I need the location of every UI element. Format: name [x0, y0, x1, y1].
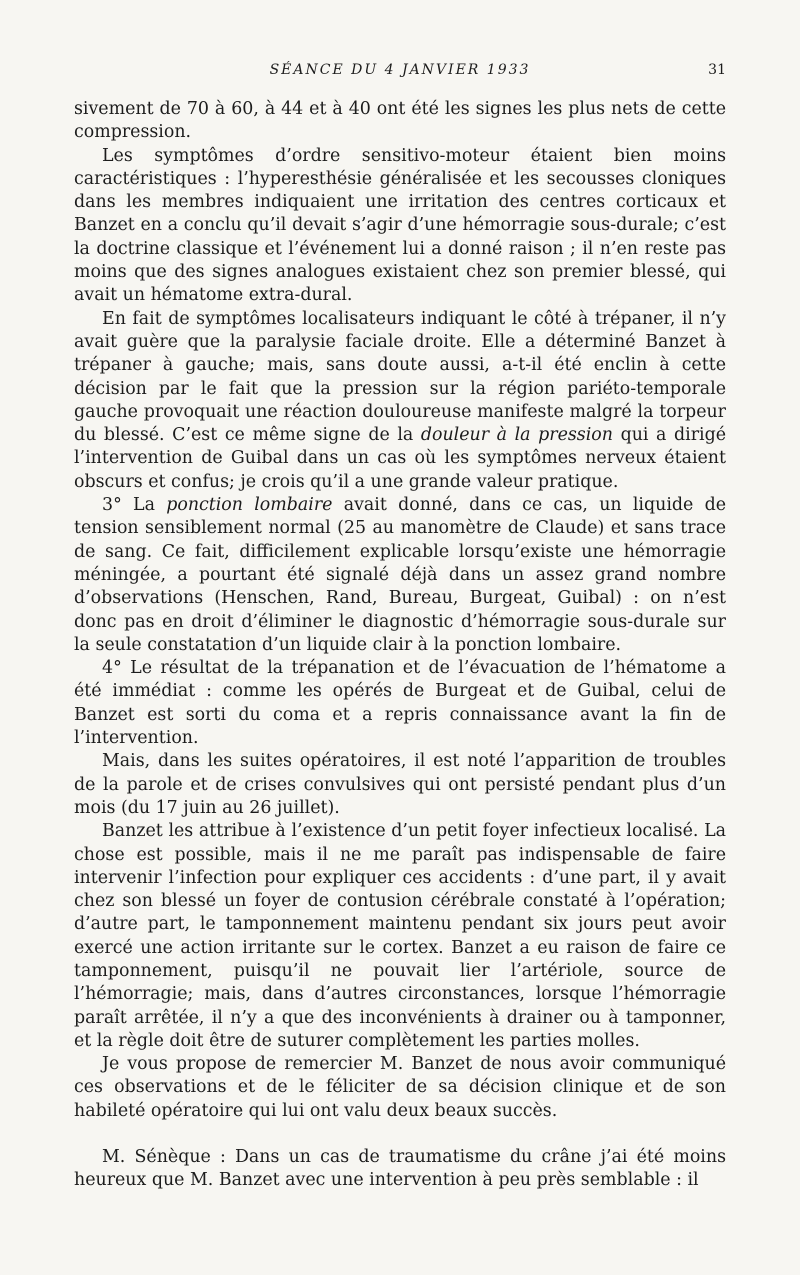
paragraph-9: M. Sénèque : Dans un cas de traumatisme du crâne j’ai été moins heureux que M. Banzet avec une intervention à peu près semblable : il — [74, 1147, 726, 1191]
paragraph-4-emphasis: ponction lombaire — [166, 495, 333, 516]
paragraph-3-text-a: En fait de symptômes localisateurs indiquant le côté à trépaner, il n’y avait guère que la paralysie faciale droite. Elle a déterminé Banzet à trépaner à gauche; mais, sans doute aussi, a-t-il été enclin à cette décision par le fait que la pression sur la région pariéto-temporale gauche provoquait une réaction douloureuse manifeste malgré la torpeur du blessé. C’est ce même signe de la — [74, 308, 726, 446]
paragraph-3 — [74, 308, 726, 494]
paragraph-6: Mais, dans les suites opératoires, il est noté l’apparition de troubles de la parole et de crises convulsives qui ont persisté pendant plus d’un mois (du 17 juin au 26 juillet). — [74, 751, 726, 818]
paragraph-3-text-b: qui a dirigé l’intervention de Guibal dans un cas où les symptômes nerveux étaient obscurs et confus; je crois qu’il a une grande valeur pratique. — [74, 425, 727, 492]
paragraph-1: sivement de 70 à 60, à 44 et à 40 ont été les signes les plus nets de cette compression. — [74, 99, 726, 143]
page-header — [74, 62, 726, 82]
body-text — [74, 98, 726, 1193]
running-title: SÉANCE DU 4 JANVIER 1933 — [269, 62, 531, 78]
paragraph-2: Les symptômes d’ordre sensitivo-moteur étaient bien moins caractéristiques : l’hyperesthésie généralisée et les secousses cloniques dans les membres indiquaient une irritation des centres corticaux et Banzet en a conclu qu’il devait s’agir d’une hémorragie sous-durale; c’est la doctrine classique et l’événement lui a donné raison ; il n’en reste pas moins que des signes analogues existaient chez son premier blessé, qui avait un hématome extra-dural. — [74, 145, 726, 306]
page-number: 31 — [708, 62, 726, 78]
paragraph-3-emphasis: douleur à la pression — [420, 425, 613, 446]
paragraph-8: Je vous propose de remercier M. Banzet de nous avoir communiqué ces observations et de le féliciter de sa décision clinique et de son habileté opératoire qui lui ont valu deux beaux succès. — [74, 1054, 726, 1121]
paragraph-4 — [74, 494, 726, 657]
paragraph-4-text-b: avait donné, dans ce cas, un liquide de tension sensiblement normal (25 au manomètre de Claude) et sans trace de sang. Ce fait, difficilement explicable lorsqu’existe une hémorragie méningée, a pourtant été signalé déjà dans un assez grand nombre d’observations (Henschen, Rand, Bureau, Burgeat, Guibal) : on n’est donc pas en droit d’éliminer le diagnostic d’hémorragie sous-durale sur la seule constatation d’un liquide clair à la ponction lombaire. — [74, 495, 727, 655]
paragraph-5: 4° Le résultat de la trépanation et de l’évacuation de l’hématome a été immédiat : comme les opérés de Burgeat et de Guibal, celui de Banzet est sorti du coma et a repris connaissance avant la fin de l’intervention. — [74, 658, 726, 749]
paragraph-7: Banzet les attribue à l’existence d’un petit foyer infectieux localisé. La chose est possible, mais il ne me paraît pas indispensable de faire intervenir l’infection pour expliquer ces accidents : d’une part, il y avait chez son blessé un foyer de contusion cérébrale constaté à l’opération; d’autre part, le tamponnement maintenu pendant six jours peut avoir exercé une action irritante sur le cortex. Banzet a eu raison de faire ce tamponnement, puisqu’il ne pouvait lier l’artériole, source de l’hémorragie; mais, dans d’autres circonstances, lorsque l’hémorragie paraît arrêtée, il n’y a que des inconvénients à drainer ou à tamponner, et la règle doit être de suturer complètement les parties molles. — [74, 821, 726, 1051]
paragraph-4-text-a: 3° La — [102, 495, 167, 516]
